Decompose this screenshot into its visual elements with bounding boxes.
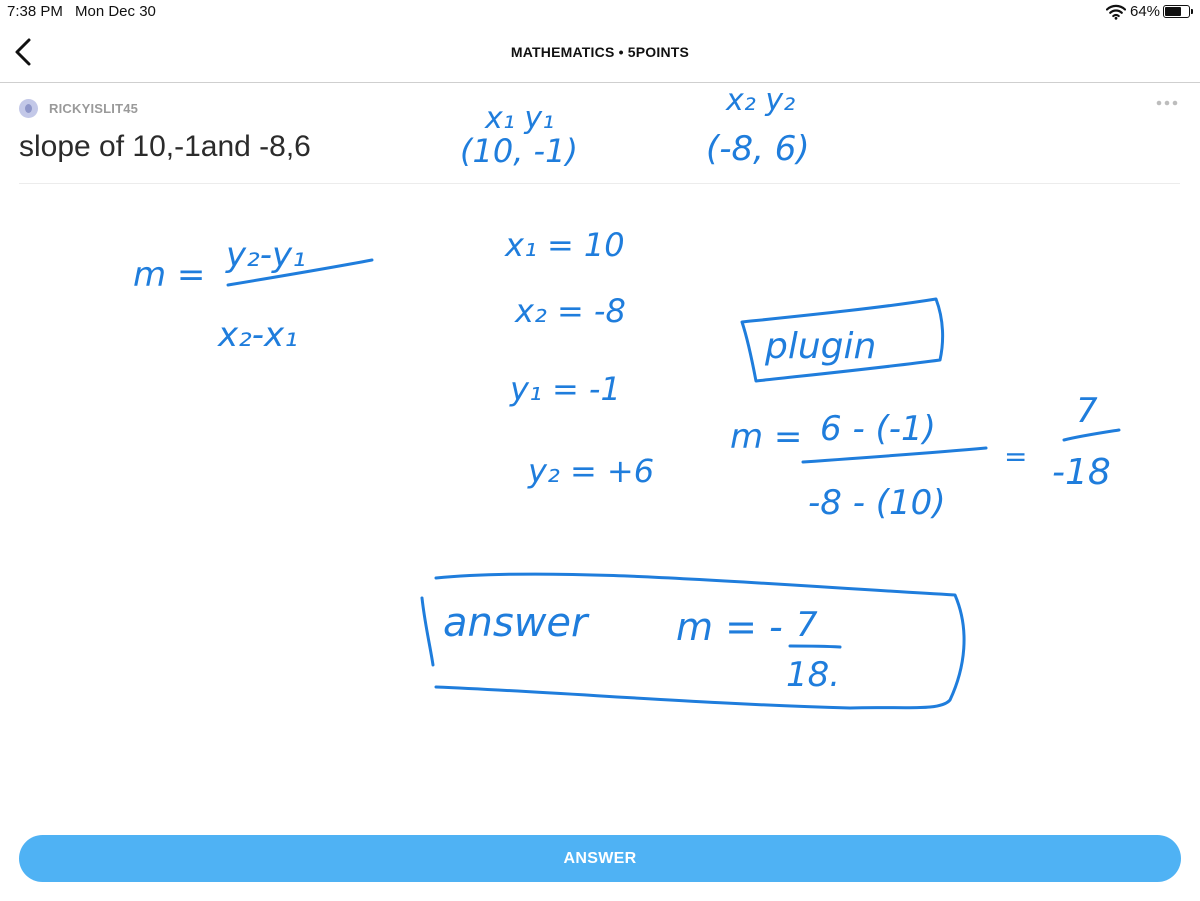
battery-icon <box>1163 5 1190 18</box>
answer-button[interactable]: ANSWER <box>19 835 1181 882</box>
plug-equals: = <box>1004 440 1028 473</box>
status-time: 7:38 PM <box>7 3 63 20</box>
point-2: (-8, 6) <box>706 129 810 169</box>
answer-m: m = - <box>676 605 783 649</box>
y1-value: y₁ = -1 <box>510 370 621 408</box>
x2-value: x₂ = -8 <box>515 292 626 330</box>
plug-fraction-bar <box>803 448 986 462</box>
plug-numerator: 6 - (-1) <box>820 409 936 449</box>
answer-fraction-bar <box>790 646 840 647</box>
question-text: slope of 10,-1and -8,6 <box>19 130 311 163</box>
answer-label: answer <box>443 600 588 646</box>
slope-denominator: x₂-x₁ <box>218 315 298 355</box>
result-numerator: 7 <box>1076 391 1098 431</box>
wifi-icon <box>1106 4 1126 20</box>
plugin-label: plugin <box>765 326 877 367</box>
x1-value: x₁ = 10 <box>505 226 625 264</box>
result-fraction-bar <box>1064 430 1119 440</box>
slope-numerator: y₂-y₁ <box>226 235 306 275</box>
plug-denominator: -8 - (10) <box>808 483 946 523</box>
answer-numerator: 7 <box>796 605 818 645</box>
author-name: RICKYISLIT45 <box>49 100 139 116</box>
labels-p1: x₁ y₁ <box>485 101 555 136</box>
point-1: (10, -1) <box>460 132 578 170</box>
result-denominator: -18 <box>1052 452 1111 493</box>
y2-value: y₂ = +6 <box>528 452 655 490</box>
handwriting-canvas <box>0 80 1200 820</box>
battery-tip <box>1191 9 1193 14</box>
status-bar <box>0 0 1200 24</box>
battery-percent: 64% <box>1130 3 1161 20</box>
labels-p2: x₂ y₂ <box>726 83 796 118</box>
nav-title: MATHEMATICS • 5POINTS <box>510 44 690 60</box>
battery-level <box>1165 7 1181 16</box>
plug-m: m = <box>730 417 803 457</box>
slope-m: m = <box>133 255 206 295</box>
status-date: Mon Dec 30 <box>75 3 156 20</box>
answer-denominator: 18. <box>786 655 841 695</box>
nav-bar <box>0 24 1200 83</box>
